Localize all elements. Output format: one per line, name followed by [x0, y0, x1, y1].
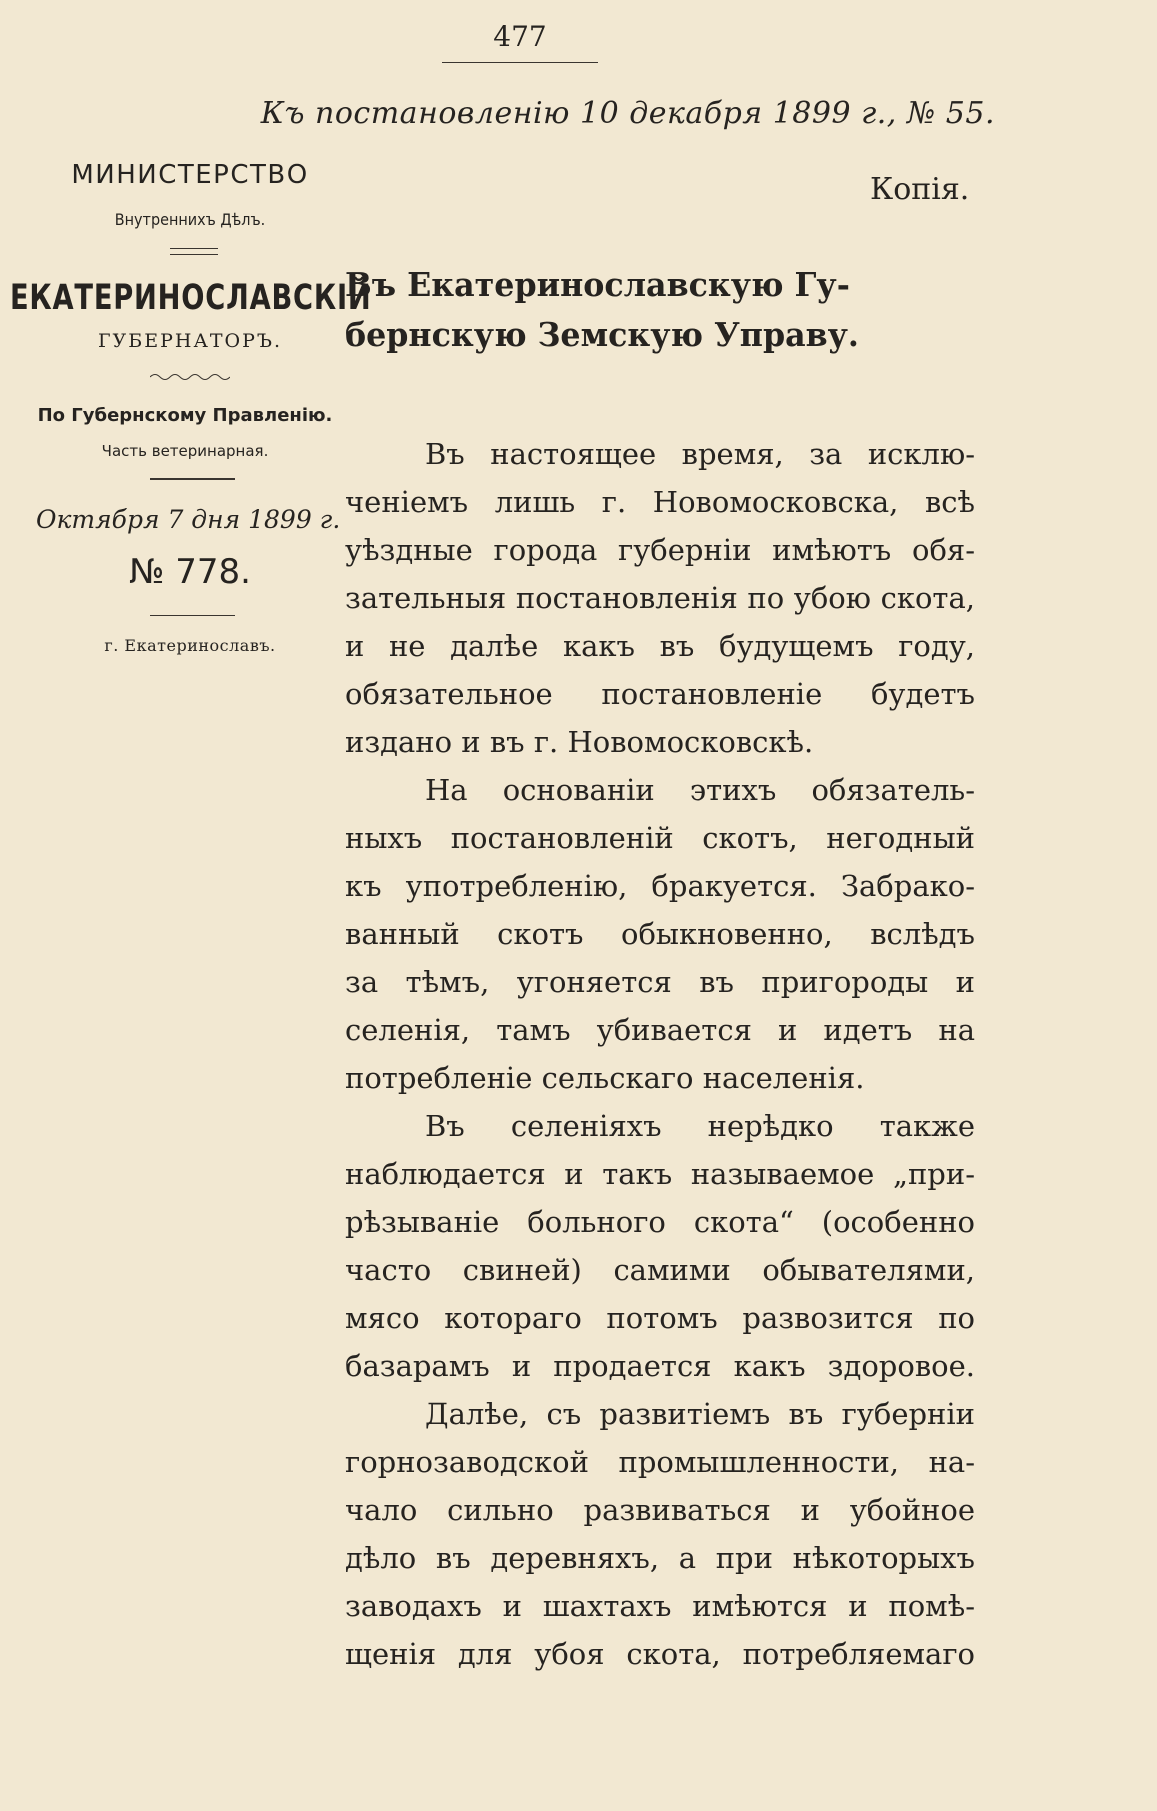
body-line: зательныя постановленія по убою скота,	[345, 581, 975, 615]
body-line: ванный скотъ обыкновенно, вслѣдъ	[345, 917, 975, 951]
body-line: издано и въ г. Новомосковскѣ.	[345, 725, 814, 759]
ministry-subheading: Внутреннихъ Дѣлъ.	[114, 210, 266, 229]
body-line: уѣздные города губерніи имѣютъ обя-	[345, 533, 975, 567]
divider-rule	[170, 254, 218, 255]
letter-body	[345, 430, 975, 1678]
body-line: за тѣмъ, угоняется въ пригороды и	[345, 965, 975, 999]
decree-reference: Къ постановленію 10 декабря 1899 г., № 55.	[260, 96, 995, 131]
body-line: заводахъ и шахтахъ имѣются и помѣ-	[345, 1589, 975, 1623]
copy-mark: Копія.	[870, 172, 970, 207]
body-line: дѣло въ деревняхъ, а при нѣкоторыхъ	[345, 1541, 975, 1575]
ministry-heading: МИНИСТЕРСТВО	[71, 160, 309, 190]
divider-rule	[170, 248, 218, 249]
divider-rule	[150, 615, 235, 616]
body-line: Далѣе, съ развитіемъ въ губерніи	[425, 1397, 975, 1431]
body-line: чало сильно развиваться и убойное	[345, 1493, 975, 1527]
wavy-divider	[150, 372, 230, 382]
body-line: мясо котораго потомъ развозится по	[345, 1301, 975, 1335]
body-line: Въ селеніяхъ нерѣдко также	[425, 1109, 975, 1143]
body-line: горнозаводской промышленности, на-	[345, 1445, 975, 1479]
body-line: ченіемъ лишь г. Новомосковска, всѣ	[345, 485, 975, 519]
body-line: обязательное постановленіе будетъ	[345, 677, 975, 711]
letter-date: Октября 7 дня 1899 г.	[36, 505, 341, 534]
address-line: Въ Екатеринославскую Гу-	[345, 265, 850, 304]
governor-subtitle: ГУБЕРНАТОРЪ.	[97, 330, 283, 352]
body-line: Въ настоящее время, за исклю-	[425, 437, 975, 471]
letter-number: № 778.	[129, 552, 251, 592]
body-line: На основаніи этихъ обязатель-	[425, 773, 975, 807]
recipient-address	[345, 260, 950, 360]
divider-rule	[150, 478, 235, 480]
body-line: наблюдается и такъ называемое „при-	[345, 1157, 975, 1191]
body-line: часто свиней) самими обывателями,	[345, 1253, 975, 1287]
governor-title: ЕКАТЕРИНОСЛАВСКІЙ	[10, 278, 372, 318]
address-line: бернскую Земскую Управу.	[345, 315, 859, 354]
body-line: потребленіе сельскаго населенія.	[345, 1061, 865, 1095]
body-line: селенія, тамъ убивается и идетъ на	[345, 1013, 975, 1047]
body-line: къ употребленію, бракуется. Забрако-	[345, 869, 975, 903]
department-heading: По Губернскому Правленію.	[37, 405, 333, 426]
page-number-rule	[442, 62, 598, 63]
page-number: 477	[493, 20, 547, 53]
body-line: базарамъ и продается какъ здоровое.	[345, 1349, 975, 1383]
sender-city: г. Екатеринославъ.	[104, 636, 276, 655]
body-line: ныхъ постановленій скотъ, негодный	[345, 821, 975, 855]
department-part: Часть ветеринарная.	[101, 442, 269, 460]
body-line: щенія для убоя скота, потребляемаго	[345, 1637, 975, 1671]
body-line: рѣзываніе больного скота“ (особенно	[345, 1205, 975, 1239]
body-line: и не далѣе какъ въ будущемъ году,	[345, 629, 975, 663]
